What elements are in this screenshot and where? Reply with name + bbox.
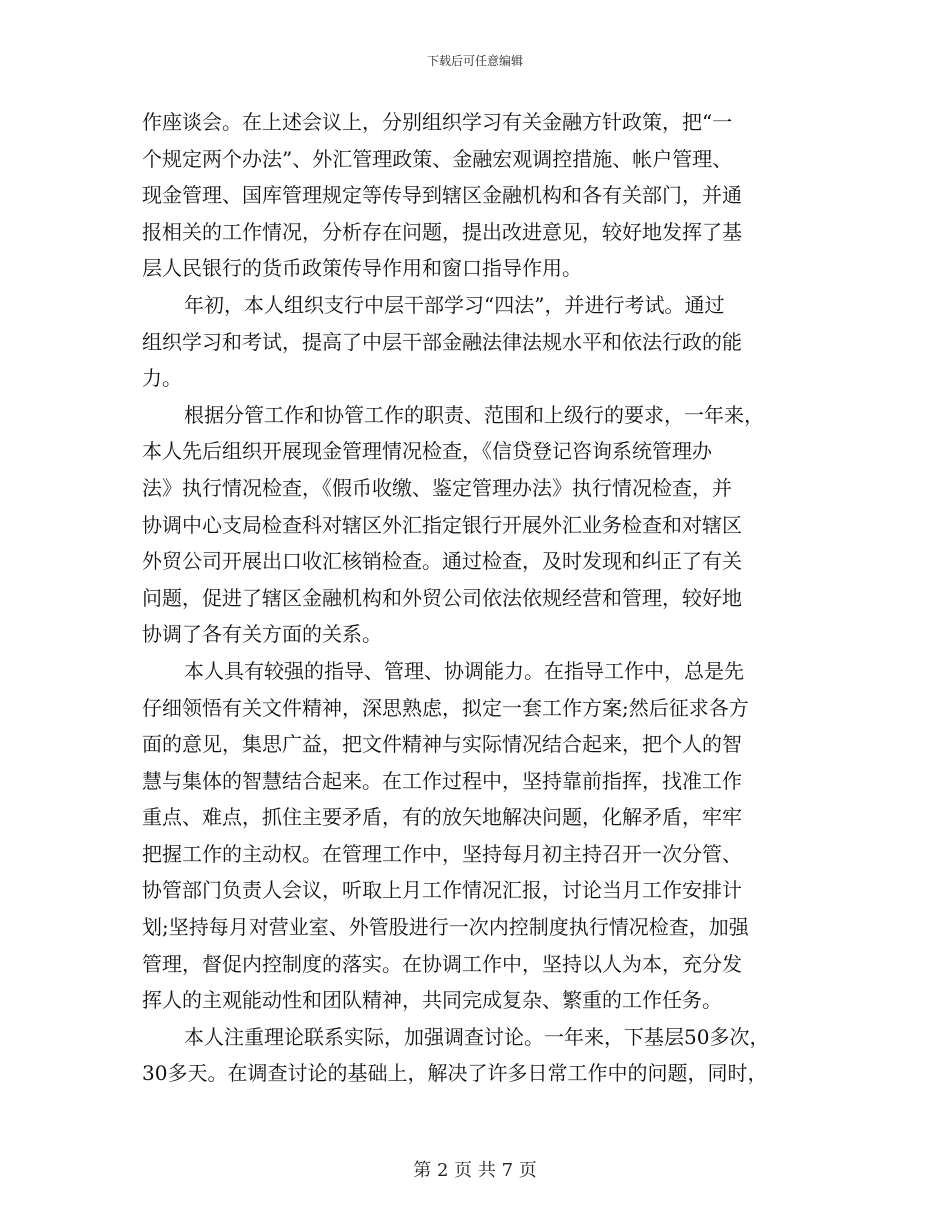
text-line: 个规定两个办法”、外汇管理政策、金融宏观调控措施、帐户管理、 bbox=[142, 146, 733, 171]
text-line: 管理，督促内控制度的落实。在协调工作中，坚持以人为本，充分发 bbox=[142, 951, 742, 976]
text-line: 本人具有较强的指导、管理、协调能力。在指导工作中，总是先 bbox=[184, 658, 744, 683]
text-line: 问题，促进了辖区金融机构和外贸公司依法依规经营和管理，较好地 bbox=[142, 585, 742, 610]
text-line: 协管部门负责人会议，听取上月工作情况汇报，讨论当月工作安排计 bbox=[142, 878, 742, 903]
text-line: 法》执行情况检查，《假币收缴、鉴定管理办法》执行情况检查，并 bbox=[142, 475, 732, 500]
text-line: 挥人的主观能动性和团队精神，共同完成复杂、繁重的工作任务。 bbox=[142, 988, 722, 1013]
text-line: 外贸公司开展出口收汇核销检查。通过检查，及时发现和纠正了有关 bbox=[142, 549, 742, 574]
document-body bbox=[142, 104, 842, 1092]
text-line: 力。 bbox=[142, 366, 182, 391]
text-line: 作座谈会。在上述会议上，分别组织学习有关金融方针政策，把“一 bbox=[142, 110, 733, 134]
text-line: 划;坚持每月对营业室、外管股进行一次内控制度执行情况检查，加强 bbox=[142, 915, 749, 940]
text-line: 层人民银行的货币政策传导作用和窗口指导作用。 bbox=[142, 256, 582, 281]
text-line: 本人先后组织开展现金管理情况检查，《信贷登记咨询系统管理办 bbox=[142, 439, 712, 464]
text-line: 现金管理、国库管理规定等传导到辖区金融机构和各有关部门，并通 bbox=[142, 183, 742, 208]
text-line: 本人注重理论联系实际，加强调查讨论。一年来，下基层50多次， bbox=[184, 1024, 770, 1049]
text-line: 仔细领悟有关文件精神，深思熟虑，拟定一套工作方案;然后征求各方 bbox=[142, 695, 749, 720]
text-line: 协调中心支局检查科对辖区外汇指定银行开展外汇业务检查和对辖区 bbox=[142, 512, 742, 537]
text-line: 重点、难点，抓住主要矛盾，有的放矢地解决问题，化解矛盾，牢牢 bbox=[142, 805, 742, 830]
text-line: 30多天。在调查讨论的基础上，解决了许多日常工作中的问题，同时， bbox=[142, 1061, 768, 1086]
text-line: 报相关的工作情况，分析存在问题，提出改进意见，较好地发挥了基 bbox=[142, 219, 742, 244]
text-line: 根据分管工作和协管工作的职责、范围和上级行的要求，一年来， bbox=[184, 402, 764, 427]
text-line: 年初，本人组织支行中层干部学习“四法”，并进行考试。通过 bbox=[184, 292, 725, 317]
text-line: 面的意见，集思广益，把文件精神与实际情况结合起来，把个人的智 bbox=[142, 732, 742, 757]
page-header: 下载后可任意编辑 bbox=[426, 54, 523, 68]
text-line: 把握工作的主动权。在管理工作中，坚持每月初主持召开一次分管、 bbox=[142, 841, 742, 866]
text-line: 慧与集体的智慧结合起来。在工作过程中，坚持靠前指挥，找准工作 bbox=[142, 768, 742, 793]
text-line: 协调了各有关方面的关系。 bbox=[142, 622, 382, 647]
page-footer: 第 2 页 共 7 页 bbox=[413, 1160, 537, 1181]
text-line: 组织学习和考试，提高了中层干部金融法律法规水平和依法行政的能 bbox=[142, 329, 742, 354]
